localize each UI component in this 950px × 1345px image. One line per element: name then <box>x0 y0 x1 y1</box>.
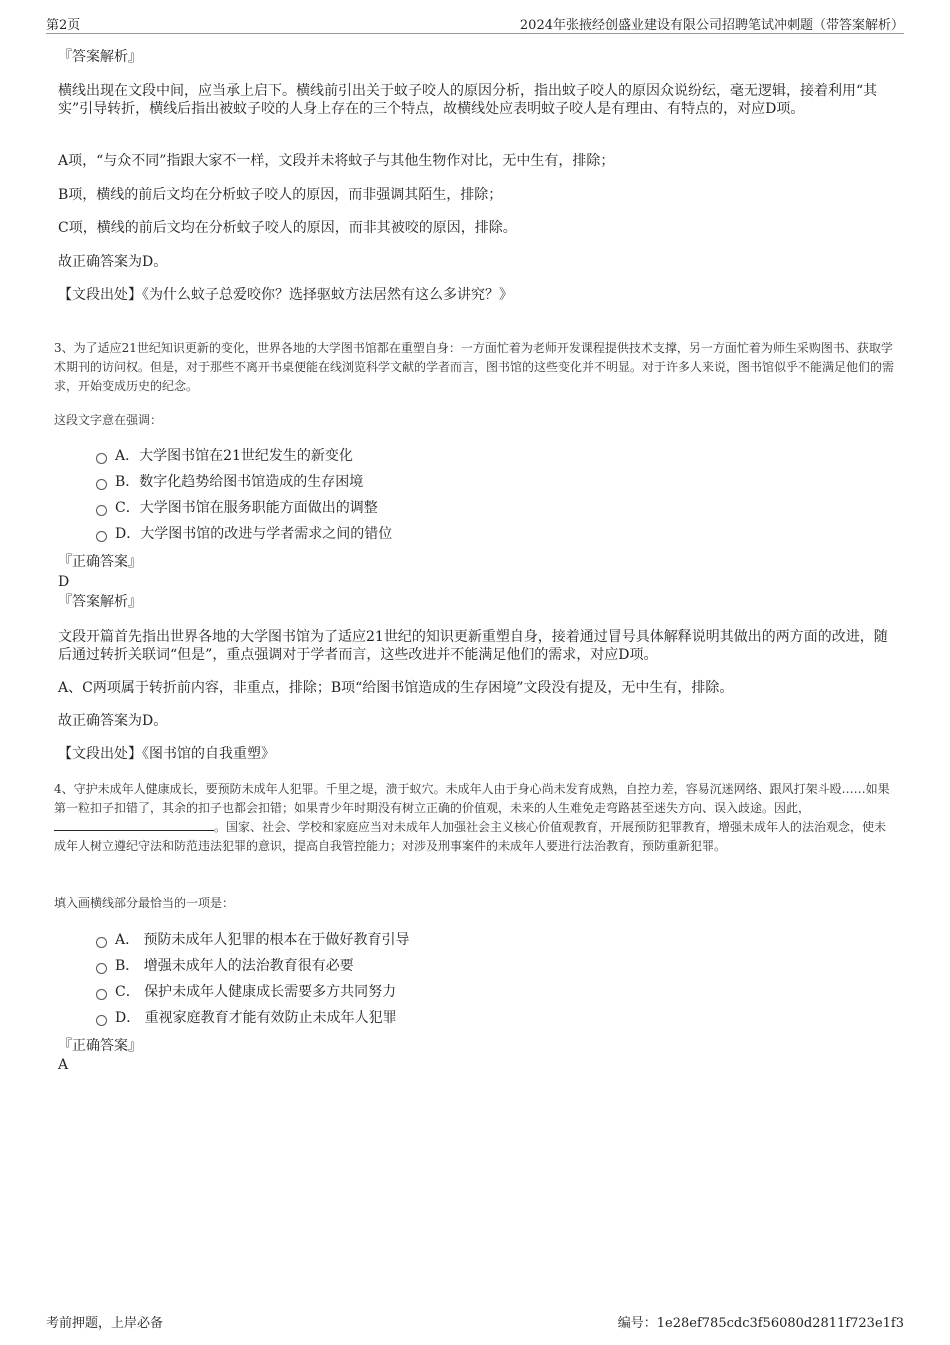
q4-stem <box>54 780 896 856</box>
q4-stem-part-1: 4、守护未成年人健康成长，要预防未成年人犯罪。千里之堤，溃于蚁穴。未成年人由于身心尚未发育成熟，自控力差，容易沉迷网络、跟风打架斗殴……如果第一粒扣子扣错了，其余的扣子也都会扣错；如果青少年时期没有树立正确的价值观，未来的人生难免走弯路甚至迷失方向、误入歧途。因此， <box>54 782 890 815</box>
q3-analysis-label: 『答案解析』 <box>58 594 142 610</box>
q3-analysis-p1: 文段开篇首先指出世界各地的大学图书馆为了适应21世纪的知识更新重塑自身，接着通过冒号具体解释说明其做出的两方面的改进，随后通过转折关联词“但是”，重点强调对于学者而言，这些改进并不能满足他们的需求，对应D项。 <box>58 629 888 663</box>
footer-serial: 编号：1e28ef785cdc3f56080d2811f723e1f3 <box>617 1316 904 1331</box>
q3-prompt: 这段文字意在强调： <box>54 413 163 427</box>
q4-answer-label: 『正确答案』 <box>58 1038 142 1054</box>
answer-blank <box>54 819 214 831</box>
q2-analysis-b: B项，横线的前后文均在分析蚊子咬人的原因，而非强调其陌生，排除； <box>58 187 503 203</box>
q3-analysis-p2: A、C两项属于转折前内容，非重点，排除；B项“给图书馆造成的生存困境”文段没有提及，无中生有，排除。 <box>58 680 734 696</box>
q3-option-d-label: D．大学图书馆的改进与学者需求之间的错位 <box>115 526 393 542</box>
q3-answer: D <box>58 574 70 590</box>
q3-option-b[interactable] <box>96 473 363 491</box>
q4-option-d-label: D． 重视家庭教育才能有效防止未成年人犯罪 <box>115 1010 397 1026</box>
radio-icon[interactable] <box>96 531 107 542</box>
q4-option-b[interactable] <box>96 957 354 975</box>
footer-slogan: 考前押题，上岸必备 <box>46 1316 164 1331</box>
q2-conclusion: 故正确答案为D。 <box>58 254 168 270</box>
q4-option-a-label: A． 预防未成年人犯罪的根本在于做好教育引导 <box>115 932 410 948</box>
q3-option-c-label: C．大学图书馆在服务职能方面做出的调整 <box>115 500 378 516</box>
q2-analysis-c: C项，横线的前后文均在分析蚊子咬人的原因，而非其被咬的原因，排除。 <box>58 220 517 236</box>
page-number: 第2页 <box>46 18 81 33</box>
radio-icon[interactable] <box>96 479 107 490</box>
radio-icon[interactable] <box>96 505 107 516</box>
radio-icon[interactable] <box>96 963 107 974</box>
q4-option-c[interactable] <box>96 983 396 1001</box>
q4-option-c-label: C． 保护未成年人健康成长需要多方共同努力 <box>115 984 397 1000</box>
radio-icon[interactable] <box>96 937 107 948</box>
radio-icon[interactable] <box>96 453 107 464</box>
q3-source: 【文段出处】《图书馆的自我重塑》 <box>58 746 275 762</box>
q3-conclusion: 故正确答案为D。 <box>58 713 168 729</box>
q3-option-c[interactable] <box>96 499 378 517</box>
q4-option-d[interactable] <box>96 1009 397 1027</box>
q4-option-a[interactable] <box>96 931 410 949</box>
document-title: 2024年张掖经创盛业建设有限公司招聘笔试冲刺题（带答案解析） <box>519 18 904 33</box>
q2-analysis-label: 『答案解析』 <box>58 49 142 65</box>
q3-option-d[interactable] <box>96 525 392 543</box>
q3-stem: 3、为了适应21世纪知识更新的变化，世界各地的大学图书馆都在重塑自身：一方面忙着为老师开发课程提供技术支撑，另一方面忙着为师生采购图书、获取学术期刊的访问权。但是，对于那些不离开书桌便能在线浏览科学文献的学者而言，图书馆的这些变化并不明显。对于许多人来说，图书馆似乎不能满足他们的需求，开始变成历史的纪念。 <box>54 341 895 393</box>
q4-prompt: 填入画横线部分最恰当的一项是： <box>54 896 235 910</box>
q2-analysis-a: A项，“与众不同”指跟大家不一样，文段并未将蚊子与其他生物作对比，无中生有，排除； <box>58 153 615 169</box>
page-header <box>46 14 904 34</box>
q4-option-b-label: B． 增强未成年人的法治教育很有必要 <box>115 958 354 974</box>
q3-option-a[interactable] <box>96 447 353 465</box>
q3-option-b-label: B．数字化趋势给图书馆造成的生存困境 <box>115 474 364 490</box>
q4-stem-part-2: 。国家、社会、学校和家庭应当对未成年人加强社会主义核心价值观教育，开展预防犯罪教育，增强未成年人的法治观念，使未成年人树立遵纪守法和防范违法犯罪的意识，提高自我管控能力；对涉及刑事案件的未成年人要进行法治教育，预防重新犯罪。 <box>54 820 887 853</box>
q3-option-a-label: A．大学图书馆在21世纪发生的新变化 <box>115 448 353 464</box>
radio-icon[interactable] <box>96 989 107 1000</box>
q4-answer: A <box>58 1057 69 1073</box>
q2-source: 【文段出处】《为什么蚊子总爱咬你？选择驱蚊方法居然有这么多讲究？》 <box>58 287 513 303</box>
radio-icon[interactable] <box>96 1015 107 1026</box>
q2-analysis-p1: 横线出现在文段中间，应当承上启下。横线前引出关于蚊子咬人的原因分析，指出蚊子咬人的原因众说纷纭，毫无逻辑，接着利用“其实”引导转折，横线后指出被蚊子咬的人身上存在的三个特点，故横线处应表明蚊子咬人是有理由、有特点的，对应D项。 <box>58 83 878 117</box>
q3-answer-label: 『正确答案』 <box>58 554 142 570</box>
